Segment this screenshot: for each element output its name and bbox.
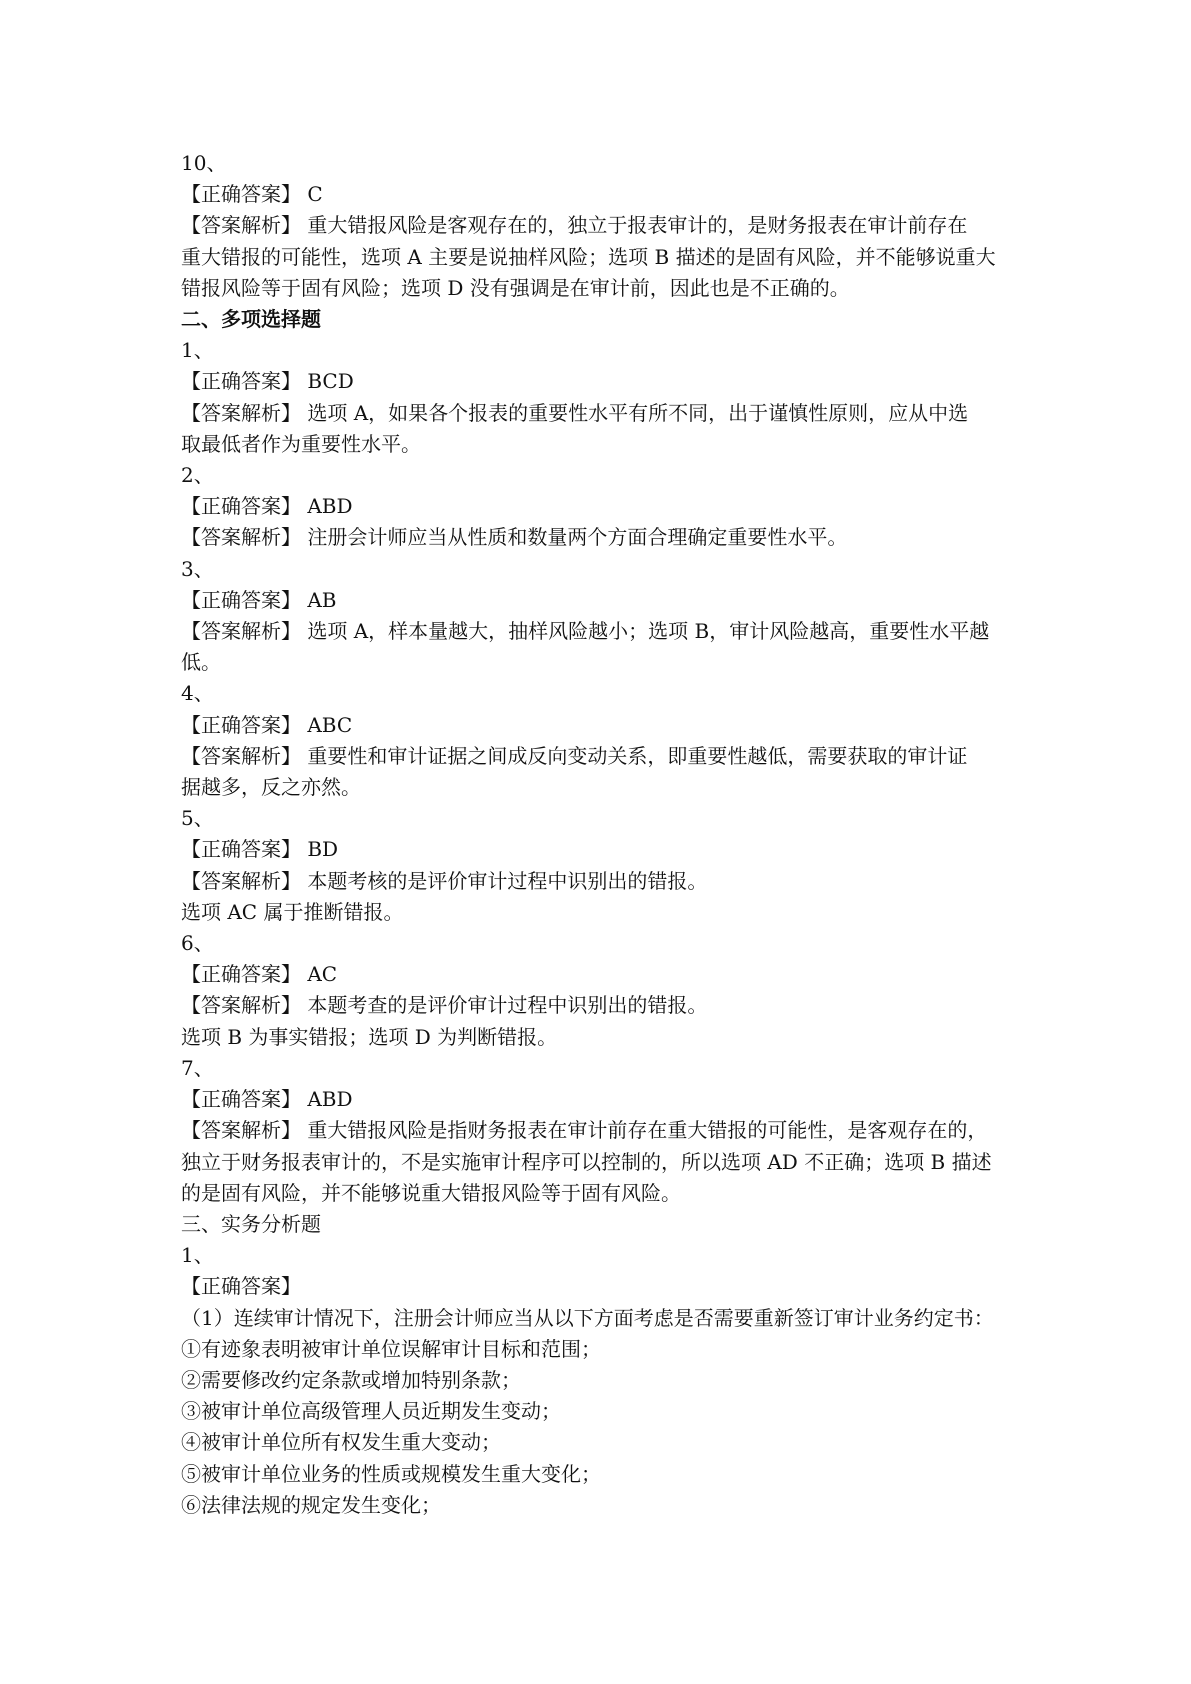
question-number: 1、	[181, 1243, 214, 1268]
answer-list-item: ③被审计单位高级管理人员近期发生变动；	[181, 1399, 561, 1424]
answer-explanation: 选项 AC 属于推断错报。	[181, 899, 404, 924]
answer-list-item: ①有迹象表明被审计单位误解审计目标和范围；	[181, 1336, 601, 1361]
question-number: 3、	[181, 556, 214, 581]
answer-explanation: 低。	[181, 650, 221, 675]
correct-answer: 【正确答案】	[181, 1274, 301, 1299]
answer-explanation: 【答案解析】 重大错报风险是指财务报表在审计前存在重大错报的可能性，是客观存在的，	[181, 1118, 988, 1143]
answer-explanation: 取最低者作为重要性水平。	[181, 431, 421, 456]
correct-answer: 【正确答案】 ABD	[181, 1087, 353, 1112]
correct-answer: 【正确答案】 ABD	[181, 494, 353, 519]
answer-explanation: 【答案解析】 选项 A，如果各个报表的重要性水平有所不同，出于谨慎性原则，应从中选	[181, 400, 969, 425]
answer-explanation: 据越多，反之亦然。	[181, 775, 361, 800]
answer-explanation: 重大错报的可能性，选项 A 主要是说抽样风险；选项 B 描述的是固有风险，并不能够说重大	[181, 244, 996, 269]
answer-explanation: 错报风险等于固有风险；选项 D 没有强调是在审计前，因此也是不正确的。	[181, 275, 850, 300]
answer-explanation: 独立于财务报表审计的，不是实施审计程序可以控制的，所以选项 AD 不正确；选项 B 描述	[181, 1149, 992, 1174]
answer-explanation: 的是固有风险，并不能够说重大错报风险等于固有风险。	[181, 1180, 681, 1205]
answer-body: （1）连续审计情况下，注册会计师应当从以下方面考虑是否需要重新签订审计业务约定书：	[181, 1305, 994, 1330]
question-number: 10、	[181, 151, 227, 175]
answer-explanation: 【答案解析】 重要性和审计证据之间成反向变动关系，即重要性越低，需要获取的审计证	[181, 743, 968, 768]
answer-list-item: ②需要修改约定条款或增加特别条款；	[181, 1367, 521, 1392]
section-heading: 二、多项选择题	[181, 307, 321, 332]
answer-explanation: 【答案解析】 选项 A，样本量越大，抽样风险越小；选项 B，审计风险越高，重要性水平越	[181, 619, 990, 644]
answer-list-item: ⑤被审计单位业务的性质或规模发生重大变化；	[181, 1461, 601, 1486]
correct-answer: 【正确答案】 AB	[181, 587, 337, 612]
answer-explanation: 【答案解析】 本题考查的是评价审计过程中识别出的错报。	[181, 993, 708, 1018]
question-number: 2、	[181, 463, 214, 488]
question-number: 6、	[181, 931, 214, 956]
answer-list-item: ⑥法律法规的规定发生变化；	[181, 1492, 441, 1517]
question-number: 5、	[181, 806, 214, 831]
answer-list-item: ④被审计单位所有权发生重大变动；	[181, 1430, 501, 1455]
correct-answer: 【正确答案】 C	[181, 182, 323, 207]
question-number: 1、	[181, 338, 214, 363]
document-page	[181, 148, 1021, 1521]
question-number: 7、	[181, 1055, 214, 1080]
correct-answer: 【正确答案】 AC	[181, 962, 338, 987]
answer-explanation: 选项 B 为事实错报；选项 D 为判断错报。	[181, 1024, 558, 1049]
answer-explanation: 【答案解析】 本题考核的是评价审计过程中识别出的错报。	[181, 868, 708, 893]
answer-explanation: 【答案解析】 注册会计师应当从性质和数量两个方面合理确定重要性水平。	[181, 525, 848, 550]
section-heading: 三、实务分析题	[181, 1211, 321, 1236]
question-number: 4、	[181, 681, 214, 706]
correct-answer: 【正确答案】 BD	[181, 837, 339, 862]
correct-answer: 【正确答案】 ABC	[181, 712, 353, 737]
answer-explanation: 【答案解析】 重大错报风险是客观存在的，独立于报表审计的，是财务报表在审计前存在	[181, 213, 968, 238]
correct-answer: 【正确答案】 BCD	[181, 369, 354, 394]
